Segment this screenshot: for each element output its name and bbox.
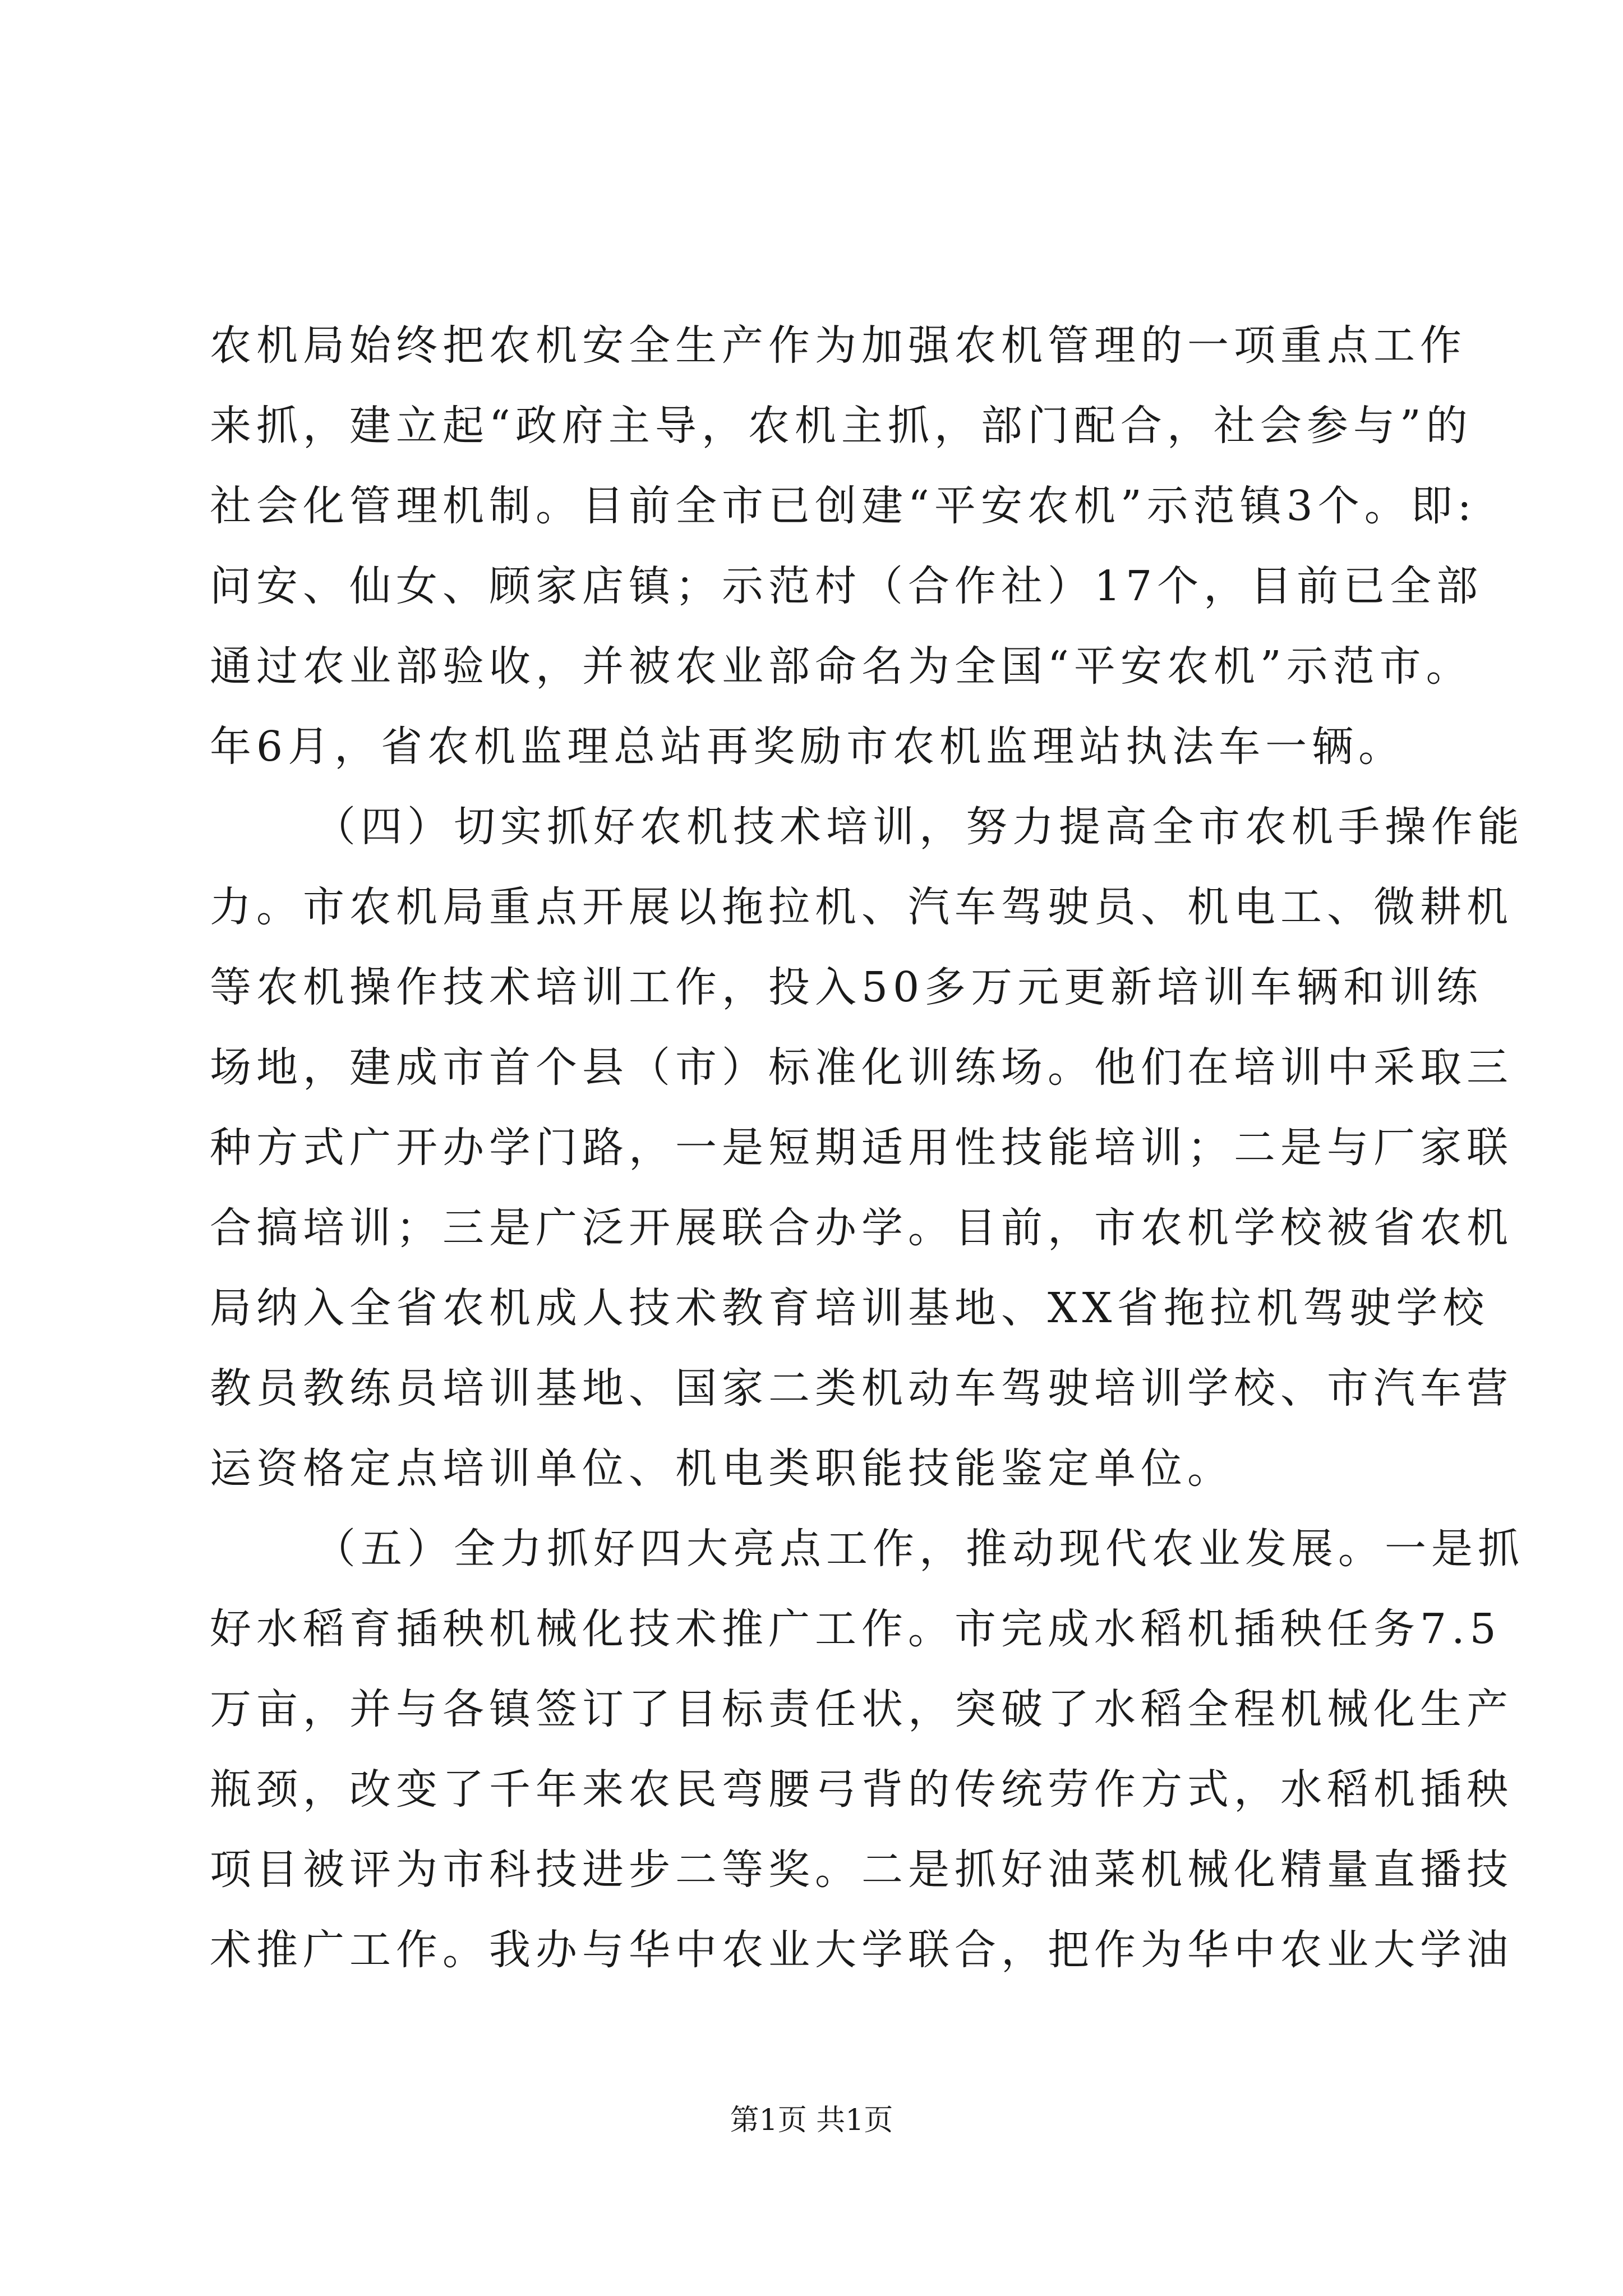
text-line: 局纳入全省农机成人技术教育培训基地、XX省拖拉机驾驶学校 — [210, 1284, 1490, 1332]
text-line: 来抓，建立起“政府主导，农机主抓，部门配合，社会参与”的 — [210, 402, 1473, 450]
text-line: 合搞培训；三是广泛开展联合办学。目前，市农机学校被省农机 — [210, 1204, 1513, 1252]
text-line: 运资格定点培训单位、机电类职能技能鉴定单位。 — [210, 1444, 1234, 1493]
text-line: 项目被评为市科技进步二等奖。二是抓好油菜机械化精量直播技 — [210, 1846, 1513, 1894]
text-line: 力。市农机局重点开展以拖拉机、汽车驾驶员、机电工、微耕机 — [210, 883, 1513, 931]
document-body — [210, 306, 1524, 1990]
text-line: 好水稻育插秧机械化技术推广工作。市完成水稻机插秧任务7.5 — [210, 1605, 1501, 1653]
text-line: 种方式广开办学门路，一是短期适用性技能培训；二是与厂家联 — [210, 1124, 1513, 1172]
text-line: 问安、仙女、顾家店镇；示范村（合作社）17个，目前已全部 — [210, 562, 1483, 610]
text-line: 教员教练员培训基地、国家二类机动车驾驶培训学校、市汽车营 — [210, 1364, 1513, 1412]
text-line: 年6月，省农机监理总站再奖励市农机监理站执法车一辆。 — [210, 723, 1405, 771]
paragraph-start-line: （五）全力抓好四大亮点工作，推动现代农业发展。一是抓 — [314, 1525, 1524, 1573]
text-line: 万亩，并与各镇签订了目标责任状，突破了水稻全程机械化生产 — [210, 1685, 1513, 1733]
text-line: 农机局始终把农机安全生产作为加强农机管理的一项重点工作 — [210, 321, 1467, 370]
text-line: 等农机操作技术培训工作，投入50多万元更新培训车辆和训练 — [210, 963, 1483, 1011]
text-line: 社会化管理机制。目前全市已创建“平安农机”示范镇3个。即: — [210, 482, 1477, 530]
text-line: 术推广工作。我办与华中农业大学联合，把作为华中农业大学油 — [210, 1926, 1513, 1974]
text-line: 通过农业部验收，并被农业部命名为全国“平安农机”示范市。 — [210, 642, 1473, 691]
text-line: 瓶颈，改变了千年来农民弯腰弓背的传统劳作方式，水稻机插秧 — [210, 1765, 1513, 1814]
page-footer: 第1页 共1页 — [730, 2104, 893, 2137]
paragraph-start-line: （四）切实抓好农机技术培训，努力提高全市农机手操作能 — [314, 803, 1524, 851]
text-line: 场地，建成市首个县（市）标准化训练场。他们在培训中采取三 — [210, 1043, 1513, 1092]
